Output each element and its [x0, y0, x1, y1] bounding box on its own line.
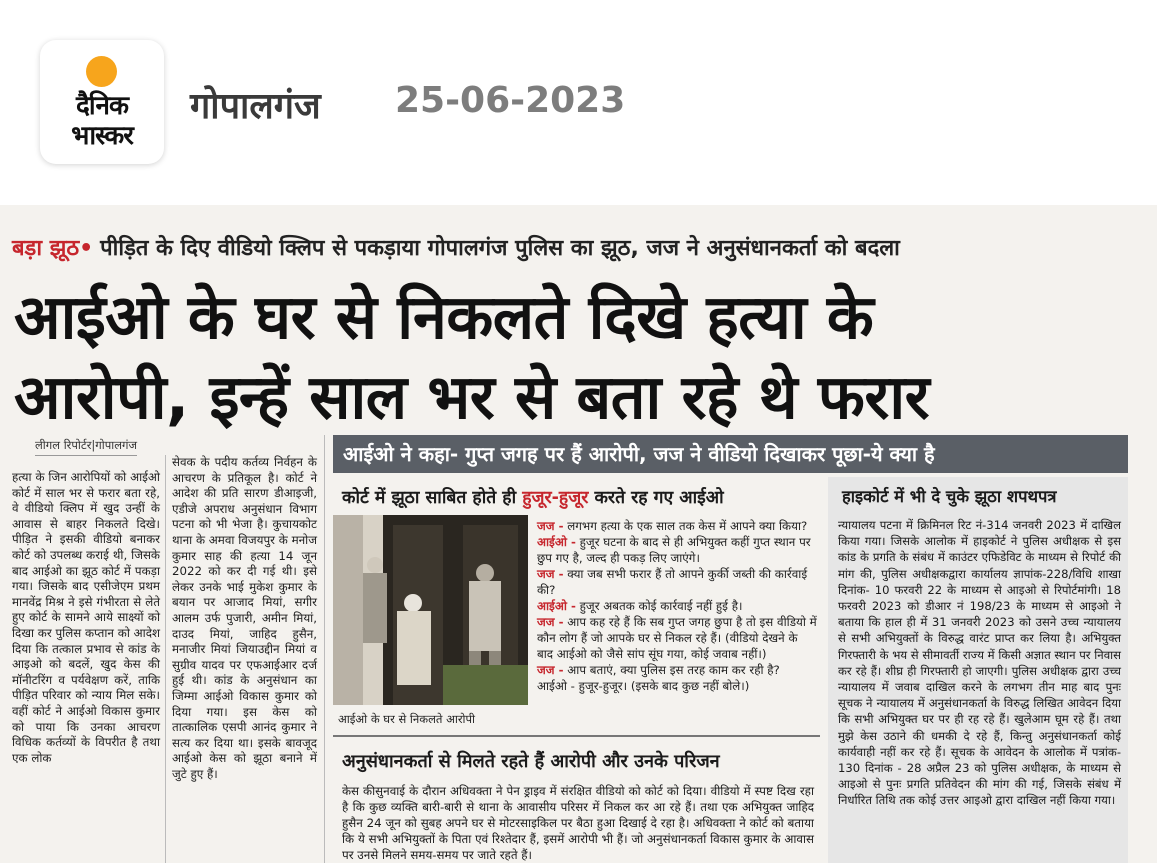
headline-line1: आईओ के घर से निकलते दिखे हत्या के	[14, 282, 874, 353]
dialogue-line	[537, 534, 817, 566]
column-divider	[324, 435, 325, 863]
speaker-label: जज -	[537, 519, 564, 533]
byline: लीगल रिपोर्टर|गोपालगंज	[35, 438, 137, 456]
article-column-2: सेवक के पदीय कर्तव्य निर्वहन के आचरण के प्रतिकूल है। कोर्ट ने आदेश की प्रति सारण डीआइजी, एडीजे अपराध अनुसंधान विभाग पटना को भी भेजा है। कुचायकोट थाना के अमवा विजयपुर के मनोज कुमार साह की हत्या 14 जून 2022 को कर दी गई थी। इसे लेकर उनके भाई मुकेश कुमार के बयान पर आजाद मियां, सगीर आलम उर्फ पुजारी, अमीन मियां, दाउद मियां, जाहिद हुसैन, मनाजीर मियां जियाउद्दीन मियां व सुग्रीव यादव पर एफआईआर दर्ज हुई थी। कांड के अनुसंधान का जिम्मा आईओ विकास कुमार को दिया गया। इस केस को तात्कालिक एसपी आनंद कुमार ने सत्य कर दिया था। इसके बावजूद आईओ केस को झूठा बनाने में जुटे हुए हैं।	[172, 455, 317, 781]
dialogue-text: हुजूर घटना के बाद से ही अभियुक्त कहीं गुप्त स्थान पर छुप गए है, जल्द ही पकड़ लिए जाएंगे।	[537, 535, 811, 565]
city-title: गोपालगंज	[190, 86, 321, 127]
dialogue-line	[537, 518, 817, 534]
dainik-bhaskar-logo[interactable]	[40, 40, 164, 164]
speaker-label: जज -	[537, 663, 564, 677]
dialogue-text: आप कह रहे हैं कि सब गुप्त जगह छुपा है तो इस वीडियो में कौन लोग हैं जो आपके घर से निकल रहे हैं। (वीडियो देखने के बाद आईओ को जैसे सांप सूंघ गया, कोई जवाब नहीं।)	[537, 615, 817, 661]
article-column-1: हत्या के जिन आरोपियों को आईओ कोर्ट में साल भर से फरार बता रहे, वे वीडियो क्लिप में खुद उन्हीं के आवास से बाहर निकलते दिखे। पीड़ित ने इसकी वीडियो बनाकर कोर्ट को उपलब्ध कराई थी, जिसके बाद आईओ का झूठ कोर्ट में पकड़ा गया। जिसके बाद एसीजेएम प्रथम मानवेंद्र मिश्र ने इसे गंभीरता से लेते हुए कोर्ट के सामने आये साक्ष्यों को दिखा कर पुलिस कप्तान को आदेश दिया कि तत्काल प्रभाव से कांड के आइओ को बदलें, खुद केस की मॉनीटरिंग व पर्यवेक्षण करें, ताकि पीड़ित परिवार को न्याय मिल सके। वहीं कोर्ट ने आईओ विकास कुमार को पाया कि उनका आचरण विधिक कर्तव्यों के विपरीत है तथा एक लोक	[12, 470, 160, 765]
dialogue-text: आईओ - हुजूर-हुजूर। (इसके बाद कुछ नहीं बोले।)	[537, 679, 750, 693]
dialogue-text: आप बताएं, क्या पुलिस इस तरह काम कर रही है?	[563, 663, 780, 677]
section-body: केस कीसुनवाई के दौरान अधिवक्ता ने पेन ड्राइव में संरक्षित वीडियो को कोर्ट को दिया। वीडियो में स्पष्ट दिख रहा है कि कुछ व्यक्ति बारी-बारी से थाना के आवासीय परिसर में निकल कर आ रहे हैं। तथा एक अभियुक्त जाहिद हुसैन 24 जून को सुबह अपने घर से मोटरसाइकिल पर बैठा हुआ दिखाई दे रहा है। अधिवक्ता ने कोर्ट को बताया कि ये सभी अभियुक्तों के पिता एवं रिश्तेदार हैं, इसमें आरोपी भी हैं। जो अनुसंधानकर्ता विकास कुमार के आवास पर उनसे मिलने समय-समय पर जाते रहते हैं।	[342, 784, 814, 862]
sun-icon	[86, 56, 117, 87]
speaker-label: जज -	[537, 615, 564, 629]
sidebar-heading: हाइकोर्ट में भी दे चुके झूठा शपथपत्र	[842, 487, 1057, 506]
dialogue-line	[537, 678, 817, 694]
dialogue-text: लगभग हत्या के एक साल तक केस में आपने क्या किया?	[563, 519, 808, 533]
subheading-part: करते रह गए आईओ	[588, 488, 724, 508]
dialogue-line	[537, 566, 817, 598]
speaker-label: आईओ -	[537, 599, 576, 613]
dialogue-line	[537, 662, 817, 678]
logo-line2: भास्कर	[71, 121, 133, 151]
newspaper-clipping	[0, 205, 1157, 863]
dialogue-line	[537, 614, 817, 662]
sidebar-body: न्यायालय पटना में क्रिमिनल रिट नं-314 जनवरी 2023 में दाखिल किया गया। जिसके आलोक में हाइकोर्ट ने पुलिस अधीक्षक से इस कांड के प्रगति के संबंध में काउंटर एफिडेविट के माध्यम से रिपोर्ट की मांग की, पुलिस अधीक्षकद्वारा कार्यालय ज्ञापांक-228/विधि शाखा दिनांक- 10 फरवरी 22 के माध्यम से आइओ से रिपोर्टमांगी। 18 फरवरी 2023 को डीआर नं 198/23 के माध्यम से आइओ ने बताया कि हाल ही में 31 जनवरी 2023 को उसने उच्च न्यायालय से सभी अभियुक्तों के विरुद्ध वारंट प्राप्त कर लिया है। अभियुक्त गिरफ्तारी के भय से सीमावर्ती राज्य में किसी अज्ञात स्थान पर निवास कर रहे हैं। शीघ्र ही गिरफ्तारी हो जाएगी। पुलिस अधीक्षक द्वारा उच्च न्यायालय में जवाब दाखिल करने के लगभग तीन माह बाद पुनः सूचक ने न्यायालय में अनुसंधानकर्ता के विरुद्ध लिखित आवेदन दिया कि सभी अभियुक्त घर पर ही रह रहे हैं। खुलेआम घूम रहे हैं। तथा मुझे केस उठाने की धमकी दे रहे हैं, किन्तु अनुसंधानकर्ता कोई कार्यवाही नहीं कर रहे हैं। सूचक के आवेदन के आलोक में पत्रांक- 130 दिनांक - 28 अप्रैल 23 को पुलिस अधीक्षक, के माध्यम से आइओ से पुनः प्रगति प्रतिवेदन की मांग की गई, जिसके संबंध में निर्धारित तिथि तक कोई उत्तर आइओ द्वारा दाखिल नहीं किया गया।	[838, 518, 1121, 808]
speaker-label: आईओ -	[537, 535, 576, 549]
photo-illustration	[333, 515, 528, 705]
speaker-label: जज -	[537, 567, 564, 581]
kicker	[12, 232, 900, 262]
photo-caption: आईओ के घर से निकलते आरोपी	[338, 712, 476, 726]
headline-line2: आरोपी, इन्हें साल भर से बता रहे थे फरार	[14, 362, 930, 433]
subheading-part: कोर्ट में झूठा साबित होते ही	[342, 488, 523, 508]
highcourt-sidebar	[828, 477, 1128, 863]
court-dialogue	[537, 518, 817, 694]
subheading-highlight: हुजूर-हुजूर	[522, 488, 589, 508]
column-divider	[165, 455, 166, 863]
section-divider	[333, 735, 820, 737]
dialogue-text: क्या जब सभी फरार हैं तो आपने कुर्की जब्ती की कार्रवाई की?	[537, 567, 808, 597]
kicker-label: बड़ा झूठ•	[12, 236, 94, 261]
subheading-court	[342, 485, 724, 509]
section-banner: आईओ ने कहा- गुप्त जगह पर हैं आरोपी, जज ने वीडियो दिखाकर पूछा-ये क्या है	[333, 435, 1128, 473]
dialogue-text: हुजूर अबतक कोई कार्रवाई नहीं हुई है।	[575, 599, 743, 613]
app-header	[0, 0, 1157, 205]
kicker-text: पीड़ित के दिए वीडियो क्लिप से पकड़ाया गोपालगंज पुलिस का झूठ, जज ने अनुसंधानकर्ता को बदला	[100, 236, 900, 261]
edition-date[interactable]: 25-06-2023	[395, 80, 626, 121]
subheading-accused-meetings: अनुसंधानकर्ता से मिलते रहते हैं आरोपी और उनके परिजन	[342, 751, 720, 772]
dialogue-line	[537, 598, 817, 614]
logo-line1: दैनिक	[76, 91, 128, 121]
news-photo	[333, 515, 528, 705]
